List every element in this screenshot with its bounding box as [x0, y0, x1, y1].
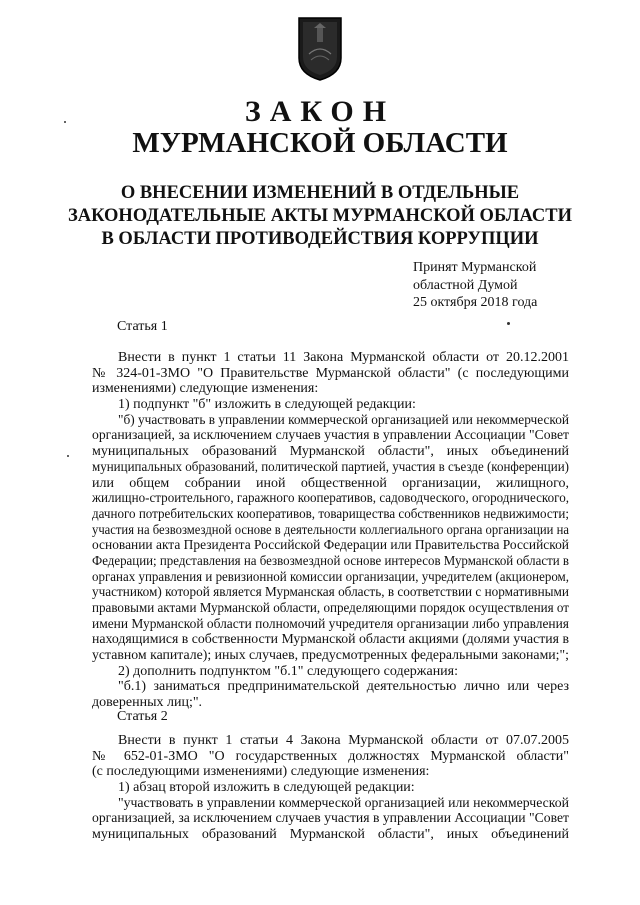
- paragraph-line: "б.1) заниматься предпринимательской деятельностью лично или через: [118, 679, 569, 695]
- paragraph-line: доверенных лиц;".: [92, 695, 203, 711]
- paragraph-line: участником) которой является Мурманская область, в соответствии с нормативными: [92, 585, 569, 601]
- paragraph-line: "участвовать в управлении коммерческой организацией или некоммерческой: [118, 795, 569, 811]
- subject-line: В ОБЛАСТИ ПРОТИВОДЕЙСТВИЯ КОРРУПЦИИ: [101, 229, 539, 249]
- paragraph-line: изменениями) следующие изменения:: [92, 381, 319, 397]
- article-1-heading: Статья 1: [117, 319, 168, 334]
- article-2-heading: Статья 2: [117, 709, 168, 724]
- region-title: МУРМАНСКОЙ ОБЛАСТИ: [132, 127, 508, 159]
- scan-speck: [64, 121, 66, 123]
- paragraph-line: № 652-01-ЗМО "О государственных должностях Мурманской области": [92, 748, 569, 764]
- paragraph-line: основании акта Президента Российской Федерации или Правительства Российской: [92, 538, 569, 554]
- adoption-line: Принят Мурманской: [413, 260, 537, 275]
- law-title: ЗАКОН: [244, 95, 396, 128]
- paragraph-line: Внести в пункт 1 статьи 11 Закона Мурманской области от 20.12.2001: [118, 350, 569, 365]
- paragraph-line: организацией, за исключением случаев участия в управлении Ассоциации "Совет: [92, 428, 569, 444]
- paragraph-line: муниципальных образований Мурманской области", иных объединений: [92, 444, 569, 460]
- paragraph-line: Федерации; представления на безвозмездной основе интересов Мурманской области в: [92, 553, 569, 569]
- article-2-body: [92, 733, 569, 843]
- paragraph-line: находящимися в собственности Мурманской области акциями (долями участия в: [92, 632, 569, 648]
- paragraph-line: имени Мурманской области полномочий учредителя организации либо управления: [92, 616, 569, 632]
- paragraph-line: № 324-01-ЗМО "О Правительстве Мурманской области" (с последующими: [92, 365, 569, 381]
- paragraph-line: органах управления и ревизионной комиссии организации, учредителем (акционером,: [92, 569, 569, 585]
- paragraph-line: или общем собрании иной общественной организации, жилищного,: [92, 475, 569, 491]
- paragraph-line: "б) участвовать в управлении коммерческой организацией или некоммерческой: [118, 412, 569, 428]
- article-1-body: [92, 350, 569, 711]
- law-subject-heading: [60, 182, 580, 251]
- adoption-note: [413, 259, 537, 312]
- paragraph-line: правовыми актами Мурманской области, определяющими порядок осуществления от: [92, 601, 569, 616]
- paragraph-line: 2) дополнить подпунктом "б.1" следующего содержания:: [118, 663, 459, 679]
- paragraph-line: уставном капитале); иных случаев, предусмотренных федеральными законами;";: [92, 648, 569, 664]
- paragraph-line: жилищно-строительного, гаражного кооперативов, садоводческого, огороднического,: [92, 491, 569, 507]
- paragraph-line: 1) подпункт "б" изложить в следующей редакции:: [118, 397, 416, 413]
- paragraph-line: дачного потребительских кооперативов, товарищества собственников недвижимости;: [92, 506, 569, 522]
- paragraph-line: 1) абзац второй изложить в следующей редакции:: [118, 780, 415, 796]
- paragraph-line: участия на безвозмездной основе в деятельности коллегиального органа организации на: [92, 522, 569, 538]
- subject-line: О ВНЕСЕНИИ ИЗМЕНЕНИЙ В ОТДЕЛЬНЫЕ: [120, 183, 520, 203]
- paragraph-line: (с последующими изменениями) следующие изменения:: [92, 764, 430, 780]
- paragraph-line: муниципальных образований Мурманской области", иных объединений: [92, 827, 569, 843]
- paragraph-line: муниципальных образований, политической партией, участия в съезде (конференции): [92, 459, 569, 475]
- adoption-line: областной Думой: [413, 277, 518, 293]
- adoption-date: 25 октября 2018 года: [413, 295, 538, 310]
- scan-speck: [507, 322, 510, 325]
- paragraph-line: Внести в пункт 1 статьи 4 Закона Мурманской области от 07.07.2005: [118, 733, 569, 748]
- coat-of-arms-emblem: [295, 14, 345, 82]
- scan-speck: [67, 455, 69, 457]
- subject-line: ЗАКОНОДАТЕЛЬНЫЕ АКТЫ МУРМАНСКОЙ ОБЛАСТИ: [67, 206, 573, 226]
- paragraph-line: организацией, за исключением случаев участия в управлении Ассоциации "Совет: [92, 811, 569, 827]
